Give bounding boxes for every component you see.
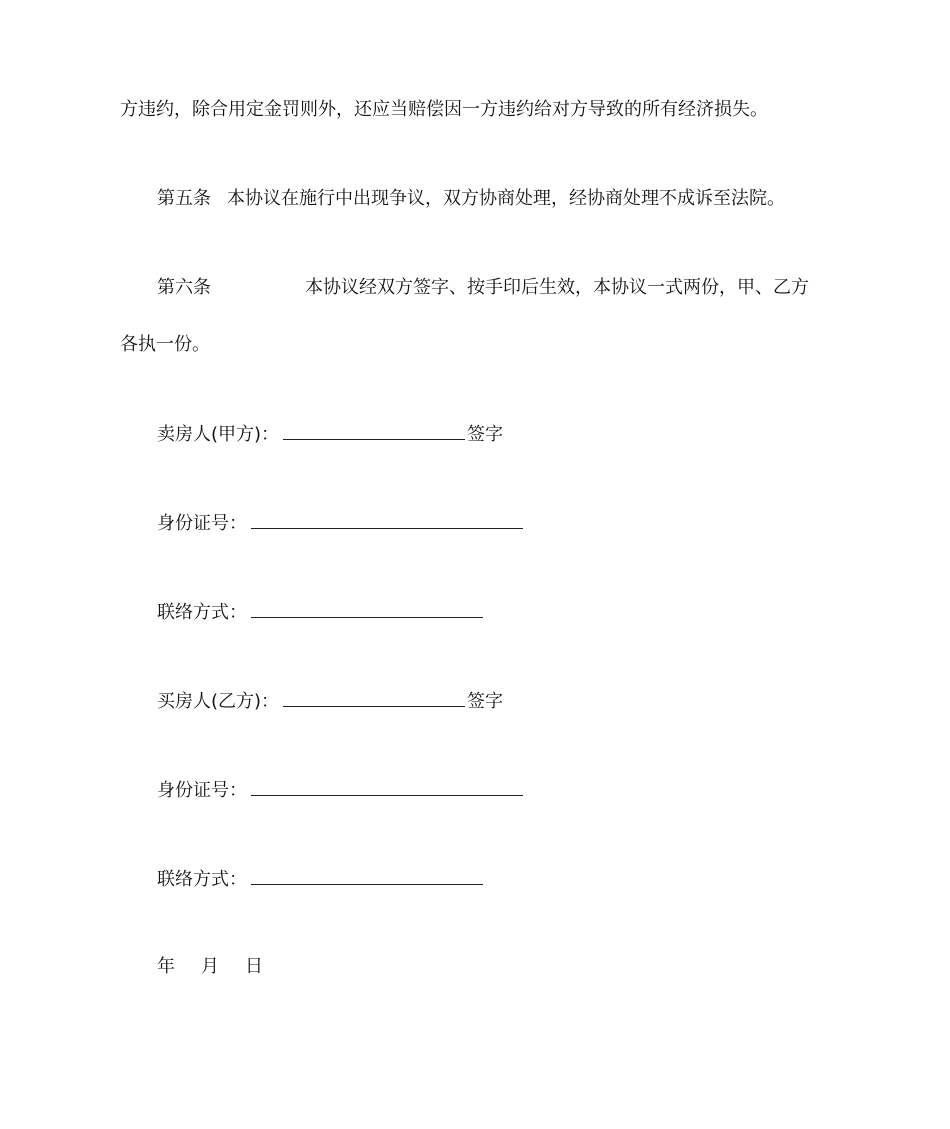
seller-signature-blank[interactable]: [283, 421, 465, 440]
seller-sign-label: 签字: [467, 424, 504, 445]
seller-contact-blank[interactable]: [251, 599, 483, 618]
seller-contact-label: 联络方式：: [157, 602, 247, 623]
article-6: [157, 276, 809, 300]
buyer-id-line: [157, 777, 525, 803]
article-6-cont-text: 各执一份。: [120, 334, 210, 355]
article-6-label: 第六条: [157, 277, 211, 298]
article-5: [157, 187, 785, 211]
buyer-id-blank[interactable]: [251, 777, 523, 796]
article-6-continuation: [120, 333, 210, 357]
seller-id-blank[interactable]: [251, 510, 523, 529]
buyer-contact-blank[interactable]: [251, 866, 483, 885]
seller-label: 卖房人(甲方)：: [157, 424, 280, 445]
seller-contact-line: [157, 599, 485, 625]
date-year: 年: [157, 956, 175, 977]
paragraph-breach: [120, 98, 768, 122]
date-month: 月: [201, 956, 219, 977]
buyer-signature-blank[interactable]: [283, 688, 465, 707]
buyer-contact-line: [157, 866, 485, 892]
buyer-label: 买房人(乙方)：: [157, 691, 280, 712]
seller-id-label: 身份证号：: [157, 513, 247, 534]
date-day: 日: [245, 956, 263, 977]
buyer-contact-label: 联络方式：: [157, 869, 247, 890]
paragraph-breach-text: 方违约，除合用定金罚则外，还应当赔偿因一方违约给对方导致的所有经济损失。: [120, 99, 768, 120]
seller-signature-line: [157, 421, 503, 447]
article-5-text: 本协议在施行中出现争议，双方协商处理，经协商处理不成诉至法院。: [227, 188, 785, 209]
article-6-text: 本协议经双方签字、按手印后生效，本协议一式两份，甲、乙方: [305, 277, 809, 298]
buyer-id-label: 身份证号：: [157, 780, 247, 801]
date-line: [157, 955, 263, 979]
seller-id-line: [157, 510, 525, 536]
buyer-signature-line: [157, 688, 503, 714]
article-5-label: 第五条: [157, 188, 211, 209]
buyer-sign-label: 签字: [467, 691, 504, 712]
